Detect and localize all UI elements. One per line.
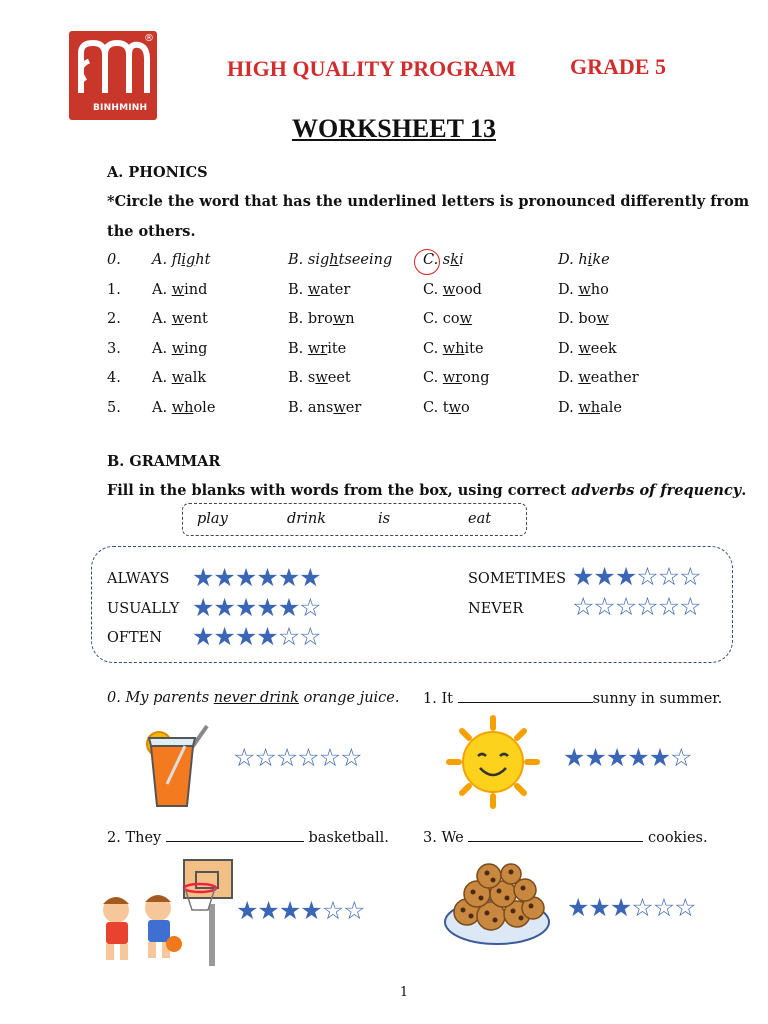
phonics-option-d[interactable]: D. week: [558, 340, 617, 357]
empty-star-icon: ☆: [299, 622, 321, 651]
phonics-option-b[interactable]: B. brown: [288, 311, 355, 327]
answer-blank-2[interactable]: [166, 829, 304, 842]
logo-brand-text: BINHMINH: [93, 103, 148, 113]
filled-star-icon: ★: [192, 593, 214, 622]
freq-label-never: NEVER: [468, 601, 524, 617]
freq-stars-usually: [192, 595, 321, 620]
phonics-instruction-1: *Circle the word that has the underlined letters is pronounced differently from: [107, 193, 750, 210]
empty-star-icon: ☆: [670, 743, 692, 772]
exercise-3-sentence: [423, 829, 708, 846]
ex0-pre: 0. My parents: [107, 690, 214, 706]
phonics-row-number: 3.: [107, 340, 121, 357]
phonics-row-number: 4.: [107, 370, 121, 386]
filled-star-icon: ★: [234, 593, 257, 622]
phonics-option-a[interactable]: A. wind: [152, 281, 208, 298]
exercise-1-stars: [563, 745, 692, 770]
empty-star-icon: ☆: [572, 592, 594, 621]
empty-star-icon: ☆: [299, 593, 321, 622]
empty-star-icon: ☆: [679, 592, 701, 621]
phonics-row-number: 1.: [107, 281, 121, 298]
phonics-option-d[interactable]: D. hike: [558, 252, 610, 268]
filled-star-icon: ★: [614, 562, 637, 591]
ex3-post: cookies.: [643, 830, 708, 846]
phonics-option-b[interactable]: B. answer: [288, 399, 362, 416]
phonics-option-a[interactable]: A. whole: [152, 399, 216, 416]
freq-stars-often: [192, 624, 321, 649]
phonics-row-number: 0.: [107, 252, 121, 268]
phonics-row-number: 5.: [107, 399, 121, 416]
empty-star-icon: ☆: [297, 743, 319, 772]
instruction-end: .: [741, 482, 747, 499]
grade-label: GRADE 5: [570, 54, 666, 79]
empty-star-icon: ☆: [657, 562, 680, 591]
freq-label-usually: USUALLY: [107, 601, 180, 617]
exercise-2-stars: [236, 898, 365, 923]
phonics-option-c[interactable]: C. wood: [423, 281, 482, 298]
filled-star-icon: ★: [572, 562, 594, 591]
phonics-option-c[interactable]: C. wrong: [423, 370, 490, 386]
filled-star-icon: ★: [609, 893, 632, 922]
phonics-option-a[interactable]: A. flight: [152, 252, 211, 268]
empty-star-icon: ☆: [652, 893, 675, 922]
phonics-option-a[interactable]: A. walk: [152, 370, 207, 386]
worksheet-title: WORKSHEET 13: [292, 114, 496, 143]
filled-star-icon: ★: [256, 563, 278, 592]
filled-star-icon: ★: [257, 896, 279, 925]
phonics-row-number: 2.: [107, 311, 121, 327]
filled-star-icon: ★: [299, 563, 321, 592]
empty-star-icon: ☆: [614, 592, 637, 621]
grammar-heading: B. GRAMMAR: [107, 453, 221, 470]
filled-star-icon: ★: [593, 562, 615, 591]
empty-star-icon: ☆: [318, 743, 341, 772]
page-number: 1: [399, 985, 409, 1000]
phonics-option-b[interactable]: B. sightseeing: [288, 252, 393, 268]
orange-juice-icon: [135, 724, 215, 810]
word-eat: eat: [468, 511, 492, 527]
filled-star-icon: ★: [567, 893, 589, 922]
phonics-option-a[interactable]: A. went: [152, 311, 208, 327]
phonics-instruction-2: the others.: [107, 223, 196, 240]
answer-circle: [414, 249, 440, 275]
phonics-option-c[interactable]: C. white: [423, 340, 484, 357]
empty-star-icon: ☆: [275, 743, 298, 772]
program-title: HIGH QUALITY PROGRAM: [227, 56, 516, 81]
exercise-0-stars: [233, 745, 362, 770]
phonics-option-c[interactable]: C. two: [423, 399, 470, 416]
instruction-emphasis: adverbs of frequency: [571, 482, 742, 499]
filled-star-icon: ★: [192, 622, 214, 651]
filled-star-icon: ★: [213, 563, 235, 592]
cookies-icon: [443, 858, 551, 948]
ex2-post: basketball.: [303, 830, 389, 846]
word-drink: drink: [287, 511, 326, 527]
filled-star-icon: ★: [277, 593, 300, 622]
filled-star-icon: ★: [588, 893, 610, 922]
ex1-pre: 1. It: [423, 691, 458, 707]
grammar-instruction: [107, 482, 746, 499]
filled-star-icon: ★: [213, 593, 235, 622]
phonics-option-b[interactable]: B. water: [288, 281, 351, 298]
freq-label-sometimes: SOMETIMES: [468, 571, 567, 587]
filled-star-icon: ★: [277, 563, 300, 592]
filled-star-icon: ★: [234, 563, 257, 592]
exercise-3-stars: [567, 895, 696, 920]
empty-star-icon: ☆: [636, 562, 658, 591]
empty-star-icon: ☆: [636, 592, 658, 621]
filled-star-icon: ★: [256, 622, 278, 651]
basketball-kids-icon: [88, 858, 238, 970]
filled-star-icon: ★: [648, 743, 671, 772]
freq-label-often: OFTEN: [107, 630, 162, 646]
empty-star-icon: ☆: [321, 896, 344, 925]
phonics-option-b[interactable]: B. sweet: [288, 370, 351, 386]
filled-star-icon: ★: [300, 896, 322, 925]
filled-star-icon: ★: [605, 743, 628, 772]
exercise-1-sentence: [423, 690, 722, 707]
empty-star-icon: ☆: [593, 592, 615, 621]
frequency-legend-box: [91, 546, 733, 663]
ex0-answer: never drink: [213, 690, 299, 706]
empty-star-icon: ☆: [631, 893, 653, 922]
binhminh-logo: [69, 31, 157, 120]
filled-star-icon: ★: [627, 743, 649, 772]
phonics-option-a[interactable]: A. wing: [152, 340, 208, 357]
filled-star-icon: ★: [234, 622, 257, 651]
empty-star-icon: ☆: [340, 743, 362, 772]
ex0-post: orange juice.: [298, 690, 400, 706]
filled-star-icon: ★: [256, 593, 278, 622]
empty-star-icon: ☆: [679, 562, 701, 591]
answer-blank-1[interactable]: [458, 690, 593, 703]
exercise-2-sentence: [107, 829, 389, 846]
word-is: is: [378, 511, 391, 527]
sun-icon: [445, 714, 541, 810]
filled-star-icon: ★: [192, 563, 214, 592]
phonics-option-d[interactable]: D. who: [558, 281, 609, 298]
empty-star-icon: ☆: [657, 592, 680, 621]
filled-star-icon: ★: [563, 743, 585, 772]
phonics-option-d[interactable]: D. whale: [558, 399, 622, 416]
freq-label-always: ALWAYS: [107, 571, 170, 587]
empty-star-icon: ☆: [277, 622, 300, 651]
freq-stars-always: [192, 565, 321, 590]
phonics-option-c[interactable]: C. ski: [423, 252, 464, 268]
phonics-option-c[interactable]: C. cow: [423, 311, 473, 327]
ex3-pre: 3. We: [423, 830, 469, 846]
ex2-pre: 2. They: [107, 830, 166, 846]
phonics-option-d[interactable]: D. bow: [558, 311, 609, 327]
answer-blank-3[interactable]: [468, 829, 643, 842]
ex1-post: sunny in summer.: [592, 691, 723, 707]
exercise-0-sentence: [107, 690, 399, 706]
phonics-option-d[interactable]: D. weather: [558, 370, 639, 386]
instruction-text: Fill in the blanks with words from the box, using correct: [107, 482, 572, 499]
filled-star-icon: ★: [584, 743, 606, 772]
freq-stars-never: [572, 594, 701, 619]
filled-star-icon: ★: [236, 896, 258, 925]
registered-mark: ®: [144, 33, 154, 44]
phonics-option-b[interactable]: B. write: [288, 340, 347, 357]
empty-star-icon: ☆: [233, 743, 255, 772]
filled-star-icon: ★: [278, 896, 301, 925]
word-box: [182, 503, 527, 536]
empty-star-icon: ☆: [343, 896, 365, 925]
freq-stars-sometimes: [572, 564, 701, 589]
empty-star-icon: ☆: [674, 893, 696, 922]
filled-star-icon: ★: [213, 622, 235, 651]
empty-star-icon: ☆: [254, 743, 276, 772]
phonics-heading: A. PHONICS: [107, 164, 208, 181]
word-play: play: [197, 511, 228, 527]
